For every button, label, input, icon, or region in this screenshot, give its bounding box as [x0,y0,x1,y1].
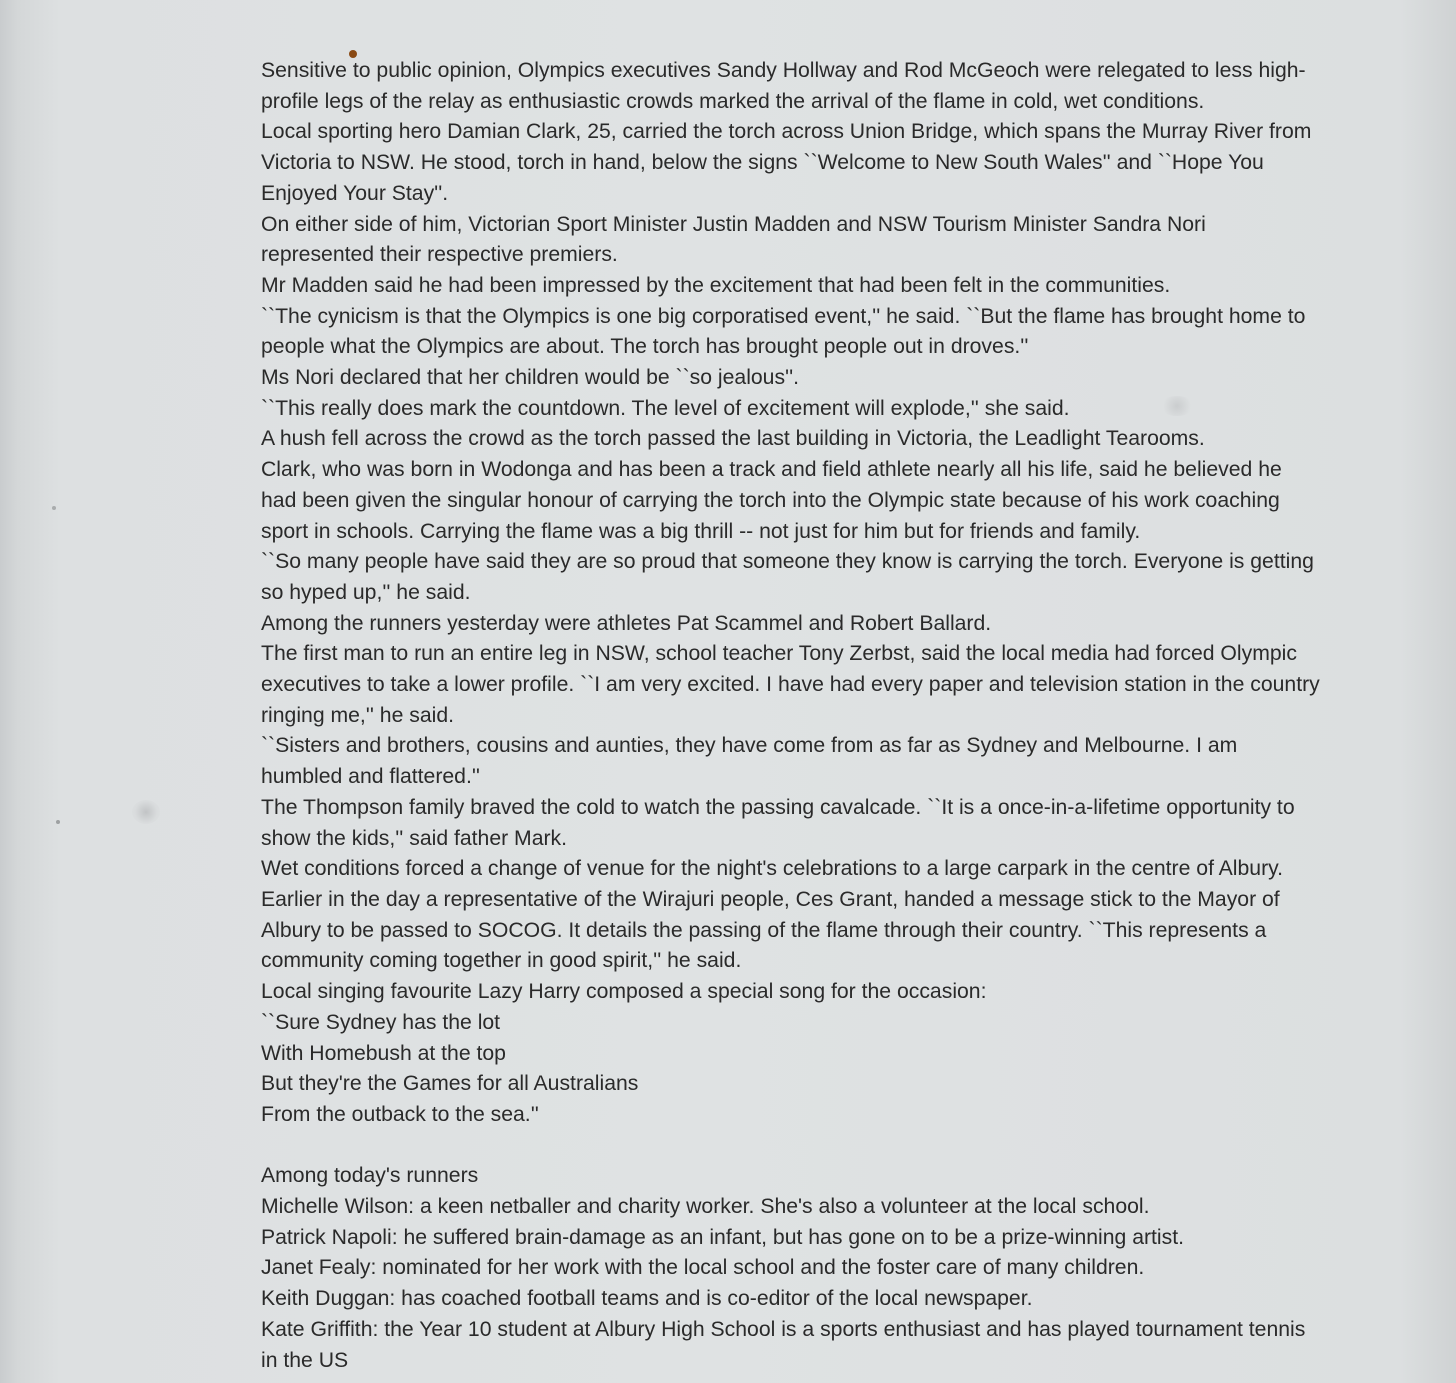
runner-entry: Keith Duggan: has coached football teams and is co-editor of the local newspaper. [261,1287,1033,1311]
runner-entry: Janet Fealy: nominated for her work with the local school and the foster care of many children. [261,1256,1145,1280]
paragraph: ``Sisters and brothers, cousins and aunties, they have come from as far as Sydney and Melbourne. I am humbled and flattered.'' [261,734,1238,789]
song-line: From the outback to the sea.'' [261,1102,539,1126]
paper-smudge [132,800,160,824]
paragraph: ``This really does mark the countdown. The level of excitement will explode,'' she said. [261,396,1070,420]
paragraph: ``The cynicism is that the Olympics is one big corporatised event,'' he said. ``But the flame has brought home to people what the Olympics are about. The torch has brought people out in droves.'' [261,304,1306,359]
runner-entry: Michelle Wilson: a keen netballer and charity worker. She's also a volunteer at the local school. [261,1195,1150,1218]
paragraph: Ms Nori declared that her children would be ``so jealous''. [261,366,800,390]
paragraph: A hush fell across the crowd as the torch passed the last building in Victoria, the Leadlight Tearooms. [261,427,1205,451]
song-line: ``Sure Sydney has the lot [261,1010,501,1034]
blank-line [261,1131,1321,1162]
paragraph: The first man to run an entire leg in NSW, school teacher Tony Zerbst, said the local media had forced Olympic executives to take a lower profile. ``I am very excited. I have had every paper and television station in the country ringing me,'' he said. [261,642,1320,727]
paper-dot [56,820,60,824]
paragraph: Wet conditions forced a change of venue for the night's celebrations to a large carpark in the centre of Albury. Earlier in the day a representative of the Wirajuri people, Ces Grant, handed a message stick to the Mayor of Albury to be passed to SOCOG. It details the passing of the flame through their country. ``This represents a community coming together in good spirit,'' he said. [261,857,1284,973]
paragraph: Mr Madden said he had been impressed by the excitement that had been felt in the communities. [261,273,1171,297]
song-line: But they're the Games for all Australians [261,1072,639,1096]
paragraph: ``So many people have said they are so proud that someone they know is carrying the torch. Everyone is getting so hyped up,'' he said. [261,550,1314,604]
paragraph: Local singing favourite Lazy Harry composed a special song for the occasion: [261,980,987,1004]
runner-entry: Patrick Napoli: he suffered brain-damage as an infant, but has gone on to be a prize-winning artist. [261,1225,1184,1249]
paragraph: On either side of him, Victorian Sport Minister Justin Madden and NSW Tourism Minister Sandra Nori represented their respective premiers. [261,212,1206,267]
runners-heading: Among today's runners [261,1164,479,1188]
article-body [261,56,1321,1376]
paragraph: Local sporting hero Damian Clark, 25, carried the torch across Union Bridge, which spans the Murray River from Victoria to NSW. He stood, torch in hand, below the signs ``Welcome to New South Wales'' and ``Hope You Enjoyed Your Stay''. [261,120,1312,205]
song-line: With Homebush at the top [261,1041,506,1065]
paragraph: The Thompson family braved the cold to watch the passing cavalcade. ``It is a once-in-a-lifetime opportunity to show the kids,'' said father Mark. [261,795,1295,850]
paragraph: Sensitive to public opinion, Olympics executives Sandy Hollway and Rod McGeoch were relegated to less high-profile legs of the relay as enthusiastic crowds marked the arrival of the flame in cold, wet conditions. [261,59,1306,113]
paper-dot [52,506,56,510]
paragraph: Clark, who was born in Wodonga and has been a track and field athlete nearly all his life, said he believed he had been given the singular honour of carrying the torch into the Olympic state because of his work coaching sport in schools. Carrying the flame was a big thrill -- not just for him but for friends and family. [261,458,1282,543]
runner-entry: Kate Griffith: the Year 10 student at Albury High School is a sports enthusiast and has played tournament tennis in the US [261,1317,1306,1372]
paragraph: Among the runners yesterday were athletes Pat Scammel and Robert Ballard. [261,611,992,635]
